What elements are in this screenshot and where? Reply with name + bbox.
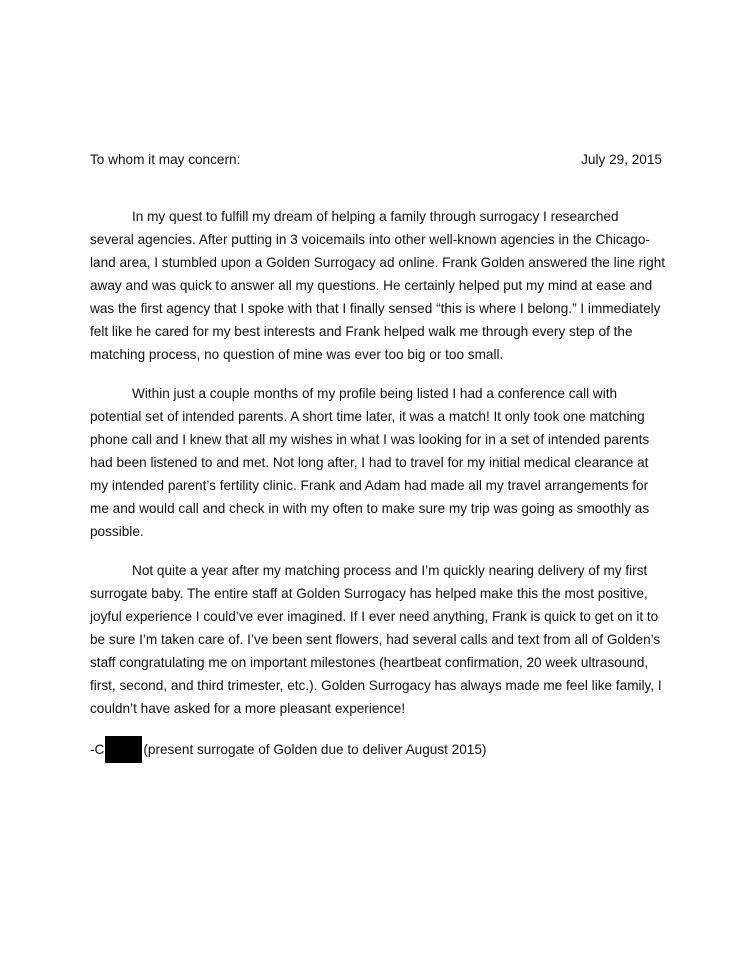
letter-line: land area, I stumbled upon a Golden Surrogacy ad online. Frank Golden answered the line right bbox=[90, 255, 666, 270]
letter-line: potential set of intended parents. A short time later, it was a match! It only took one matching bbox=[90, 409, 645, 424]
letter-line: had been listened to and met. Not long after, I had to travel for my initial medical clearance at bbox=[90, 455, 649, 470]
signature-prefix: -C bbox=[90, 742, 105, 757]
paragraph bbox=[90, 382, 662, 543]
letter-line: away and was quick to answer all my questions. He certainly helped put my mind at ease and bbox=[90, 278, 653, 293]
redaction-box bbox=[105, 736, 142, 763]
letter-line: In my quest to fulfill my dream of helping a family through surrogacy I researched bbox=[132, 209, 619, 224]
letter-date: July 29, 2015 bbox=[581, 152, 662, 167]
letter-line: my intended parent’s fertility clinic. Frank and Adam had made all my travel arrangements for bbox=[90, 478, 649, 493]
letter-line: possible. bbox=[90, 524, 144, 539]
letter-line: surrogate baby. The entire staff at Golden Surrogacy has helped make this the most positive, bbox=[90, 586, 648, 601]
signature-suffix: (present surrogate of Golden due to deliver August 2015) bbox=[143, 742, 487, 757]
letter-line: felt like he cared for my best interests and Frank helped walk me through every step of the bbox=[90, 324, 633, 339]
letter-line: several agencies. After putting in 3 voicemails into other well-known agencies in the Chicago- bbox=[90, 232, 650, 247]
letter-body bbox=[90, 205, 666, 720]
letter-line: Not quite a year after my matching process and I’m quickly nearing delivery of my first bbox=[132, 563, 648, 578]
letter-line: staff congratulating me on important milestones (heartbeat confirmation, 20 week ultrasound, bbox=[90, 655, 649, 670]
letter-header bbox=[90, 148, 662, 171]
letter-line: joyful experience I could’ve ever imagined. If I ever need anything, Frank is quick to get on it to bbox=[90, 609, 659, 624]
signature-line bbox=[90, 736, 662, 763]
letter-line: matching process, no question of mine was ever too big or too small. bbox=[90, 347, 504, 362]
salutation: To whom it may concern: bbox=[90, 152, 241, 167]
letter-line: Within just a couple months of my profile being listed I had a conference call with bbox=[132, 386, 618, 401]
letter-line: phone call and I knew that all my wishes in what I was looking for in a set of intended parents bbox=[90, 432, 650, 447]
paragraph bbox=[90, 559, 662, 720]
letter-line: me and would call and check in with my often to make sure my trip was going as smoothly as bbox=[90, 501, 650, 516]
letter-line: first, second, and third trimester, etc.). Golden Surrogacy has always made me feel like family, I bbox=[90, 678, 662, 693]
letter-line: be sure I’m taken care of. I’ve been sent flowers, had several calls and text from all of Golden’s bbox=[90, 632, 661, 647]
letter-line: couldn’t have asked for a more pleasant experience! bbox=[90, 701, 406, 716]
letter-line: was the first agency that I spoke with that I finally sensed “this is where I belong.” I immediately bbox=[90, 301, 661, 316]
paragraph bbox=[90, 205, 666, 366]
